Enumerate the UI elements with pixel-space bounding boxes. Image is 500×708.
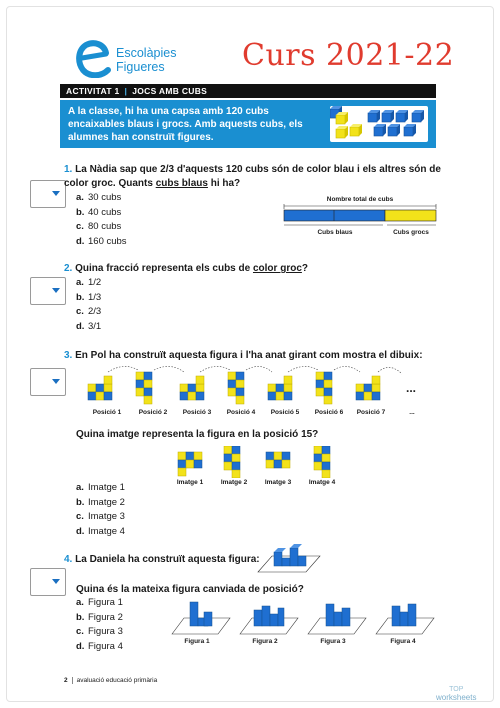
- option-letter: d.: [76, 640, 85, 652]
- q3-text: [64, 349, 464, 363]
- position-label: Posició 1: [92, 409, 122, 416]
- school-logo: [76, 40, 206, 80]
- q4-option-d: [76, 640, 123, 655]
- q3-option-a: [76, 481, 125, 496]
- option-text: Imatge 1: [88, 482, 125, 493]
- option-letter: a.: [76, 277, 84, 288]
- q2-text: [64, 262, 444, 276]
- image-labels: [170, 479, 354, 489]
- q3-subquestion: Quina imatge representa la figura en la posició 15?: [76, 429, 319, 440]
- option-letter: b.: [76, 496, 85, 508]
- q2-number: 2.: [64, 263, 73, 274]
- figure-label: Figura 2: [252, 638, 278, 645]
- bar-total-label: Nombre total de cubs: [326, 196, 394, 203]
- q1-option-d: [76, 235, 127, 250]
- option-text: Figura 1: [88, 597, 123, 608]
- figure-label: Figura 4: [390, 638, 416, 645]
- option-letter: b.: [76, 291, 85, 303]
- image-label: Imatge 1: [176, 479, 204, 486]
- q2-text-a: Quina fracció representa els cubs de: [75, 263, 253, 274]
- intro-box: [60, 100, 436, 148]
- option-letter: c.: [76, 306, 84, 317]
- q1-option-b: [76, 206, 127, 221]
- cube-box-illustration: [330, 106, 428, 142]
- option-text: 40 cubs: [88, 206, 122, 218]
- q1-option-c: [76, 220, 127, 235]
- image-label: Imatge 2: [220, 479, 248, 486]
- q1-text-a: La Nàdia sap que 2/3 d'aquests 120 cubs són de color blau i els altres són de color groc. Quants: [64, 164, 441, 189]
- chevron-down-icon: [52, 379, 60, 384]
- q3-options: [76, 481, 125, 539]
- page-footer: [64, 677, 157, 684]
- option-text: 160 cubs: [88, 235, 127, 247]
- activity-separator: |: [124, 86, 128, 96]
- q3-image-choices: [174, 446, 350, 478]
- q2-option-d: [76, 320, 101, 335]
- option-letter: a.: [76, 597, 84, 608]
- option-text: 2/3: [88, 306, 102, 317]
- q4-number: 4.: [64, 554, 73, 565]
- q2-answer-dropdown[interactable]: [30, 277, 66, 305]
- activity-bar: [60, 84, 436, 98]
- option-letter: c.: [76, 511, 84, 522]
- chevron-down-icon: [52, 288, 60, 293]
- option-text: 1/2: [88, 277, 102, 288]
- footer-text: avaluació educació primària: [76, 677, 158, 684]
- activity-label: ACTIVITAT 1: [66, 86, 120, 96]
- chevron-down-icon: [52, 191, 60, 196]
- option-text: Figura 3: [88, 626, 123, 637]
- q1-option-a: [76, 191, 127, 206]
- q2-text-b: ?: [301, 263, 308, 274]
- logo-e-icon: [76, 40, 112, 78]
- option-letter: d.: [76, 320, 85, 332]
- option-text: Figura 2: [88, 611, 123, 623]
- q2-options: [76, 276, 101, 334]
- q4-option-c: [76, 625, 123, 640]
- q1-number: 1.: [64, 164, 73, 175]
- q3-option-d: [76, 525, 125, 540]
- bar-blue-label: Cubs blaus: [317, 229, 353, 236]
- watermark-top: TOP: [449, 686, 464, 693]
- chevron-down-icon: [52, 579, 60, 584]
- position-labels: [84, 409, 434, 419]
- position-label: ...: [409, 409, 415, 416]
- option-letter: c.: [76, 626, 84, 637]
- watermark-bottom: worksheets: [436, 693, 477, 702]
- option-text: 3/1: [88, 320, 102, 332]
- figure-label: Figura 1: [184, 638, 210, 645]
- q1-text-b: hi ha?: [207, 178, 241, 189]
- q1-options: [76, 191, 127, 249]
- intro-text: A la classe, hi ha una capsa amb 120 cubs encaixables blaus i grocs. Amb aquests cubs, els alumnes han construït figures.: [68, 106, 303, 143]
- sequence-ellipsis: ...: [406, 381, 417, 395]
- q4-reference-figure: [256, 542, 322, 576]
- q3-answer-dropdown[interactable]: [30, 368, 66, 396]
- q2-text-underlined: color groc: [252, 263, 302, 274]
- q3-number: 3.: [64, 350, 73, 361]
- option-text: 1/3: [88, 291, 102, 303]
- option-text: Imatge 4: [88, 525, 125, 537]
- q1-text-underlined: cubs blaus: [155, 178, 208, 189]
- q4-options: [76, 596, 123, 654]
- course-title: Curs 2021-22: [242, 38, 455, 73]
- rotation-sequence: [84, 362, 434, 408]
- option-text: Imatge 3: [88, 511, 125, 522]
- figure-labels: [166, 638, 446, 648]
- q4-text-body: La Daniela ha construït aquesta figura:: [75, 554, 260, 565]
- q4-text: [64, 553, 264, 567]
- q4-option-a: [76, 596, 123, 611]
- figure-label: Figura 3: [320, 638, 346, 645]
- q1-answer-dropdown[interactable]: [30, 180, 66, 208]
- q2-option-b: [76, 291, 101, 306]
- option-text: Figura 4: [88, 640, 123, 652]
- option-letter: d.: [76, 235, 85, 247]
- option-letter: b.: [76, 206, 85, 218]
- option-text: 30 cubs: [88, 192, 122, 203]
- option-letter: d.: [76, 525, 85, 537]
- logo-line-2: Figueres: [116, 60, 165, 74]
- q3-option-b: [76, 496, 125, 511]
- position-label: Posició 6: [314, 409, 344, 416]
- option-letter: b.: [76, 611, 85, 623]
- logo-line-1: Escolàpies: [116, 46, 177, 60]
- q2-option-a: [76, 276, 101, 291]
- image-label: Imatge 4: [308, 479, 336, 486]
- activity-title: JOCS AMB CUBS: [132, 86, 208, 96]
- page-number: 2: [64, 677, 68, 684]
- image-label: Imatge 3: [264, 479, 292, 486]
- watermark-logo: [436, 686, 476, 702]
- option-text: 80 cubs: [88, 221, 122, 232]
- q3-text-body: En Pol ha construït aquesta figura i l'ha anat girant com mostra el dibuix:: [75, 350, 423, 361]
- option-letter: a.: [76, 482, 84, 493]
- position-label: Posició 2: [138, 409, 168, 416]
- position-label: Posició 4: [226, 409, 256, 416]
- q4-figure-choices: [170, 598, 446, 638]
- option-letter: c.: [76, 221, 84, 232]
- q4-subquestion: Quina és la mateixa figura canviada de posició?: [76, 584, 304, 595]
- option-text: Imatge 2: [88, 496, 125, 508]
- bar-yellow-label: Cubs grocs: [393, 229, 429, 236]
- q2-option-c: [76, 305, 101, 320]
- position-label: Posició 7: [356, 409, 386, 416]
- q3-option-c: [76, 510, 125, 525]
- position-label: Posició 5: [270, 409, 300, 416]
- q1-text: [64, 163, 444, 191]
- q4-answer-dropdown[interactable]: [30, 568, 66, 596]
- position-label: Posició 3: [182, 409, 212, 416]
- option-letter: a.: [76, 192, 84, 203]
- q4-option-b: [76, 611, 123, 626]
- footer-divider: [72, 677, 73, 684]
